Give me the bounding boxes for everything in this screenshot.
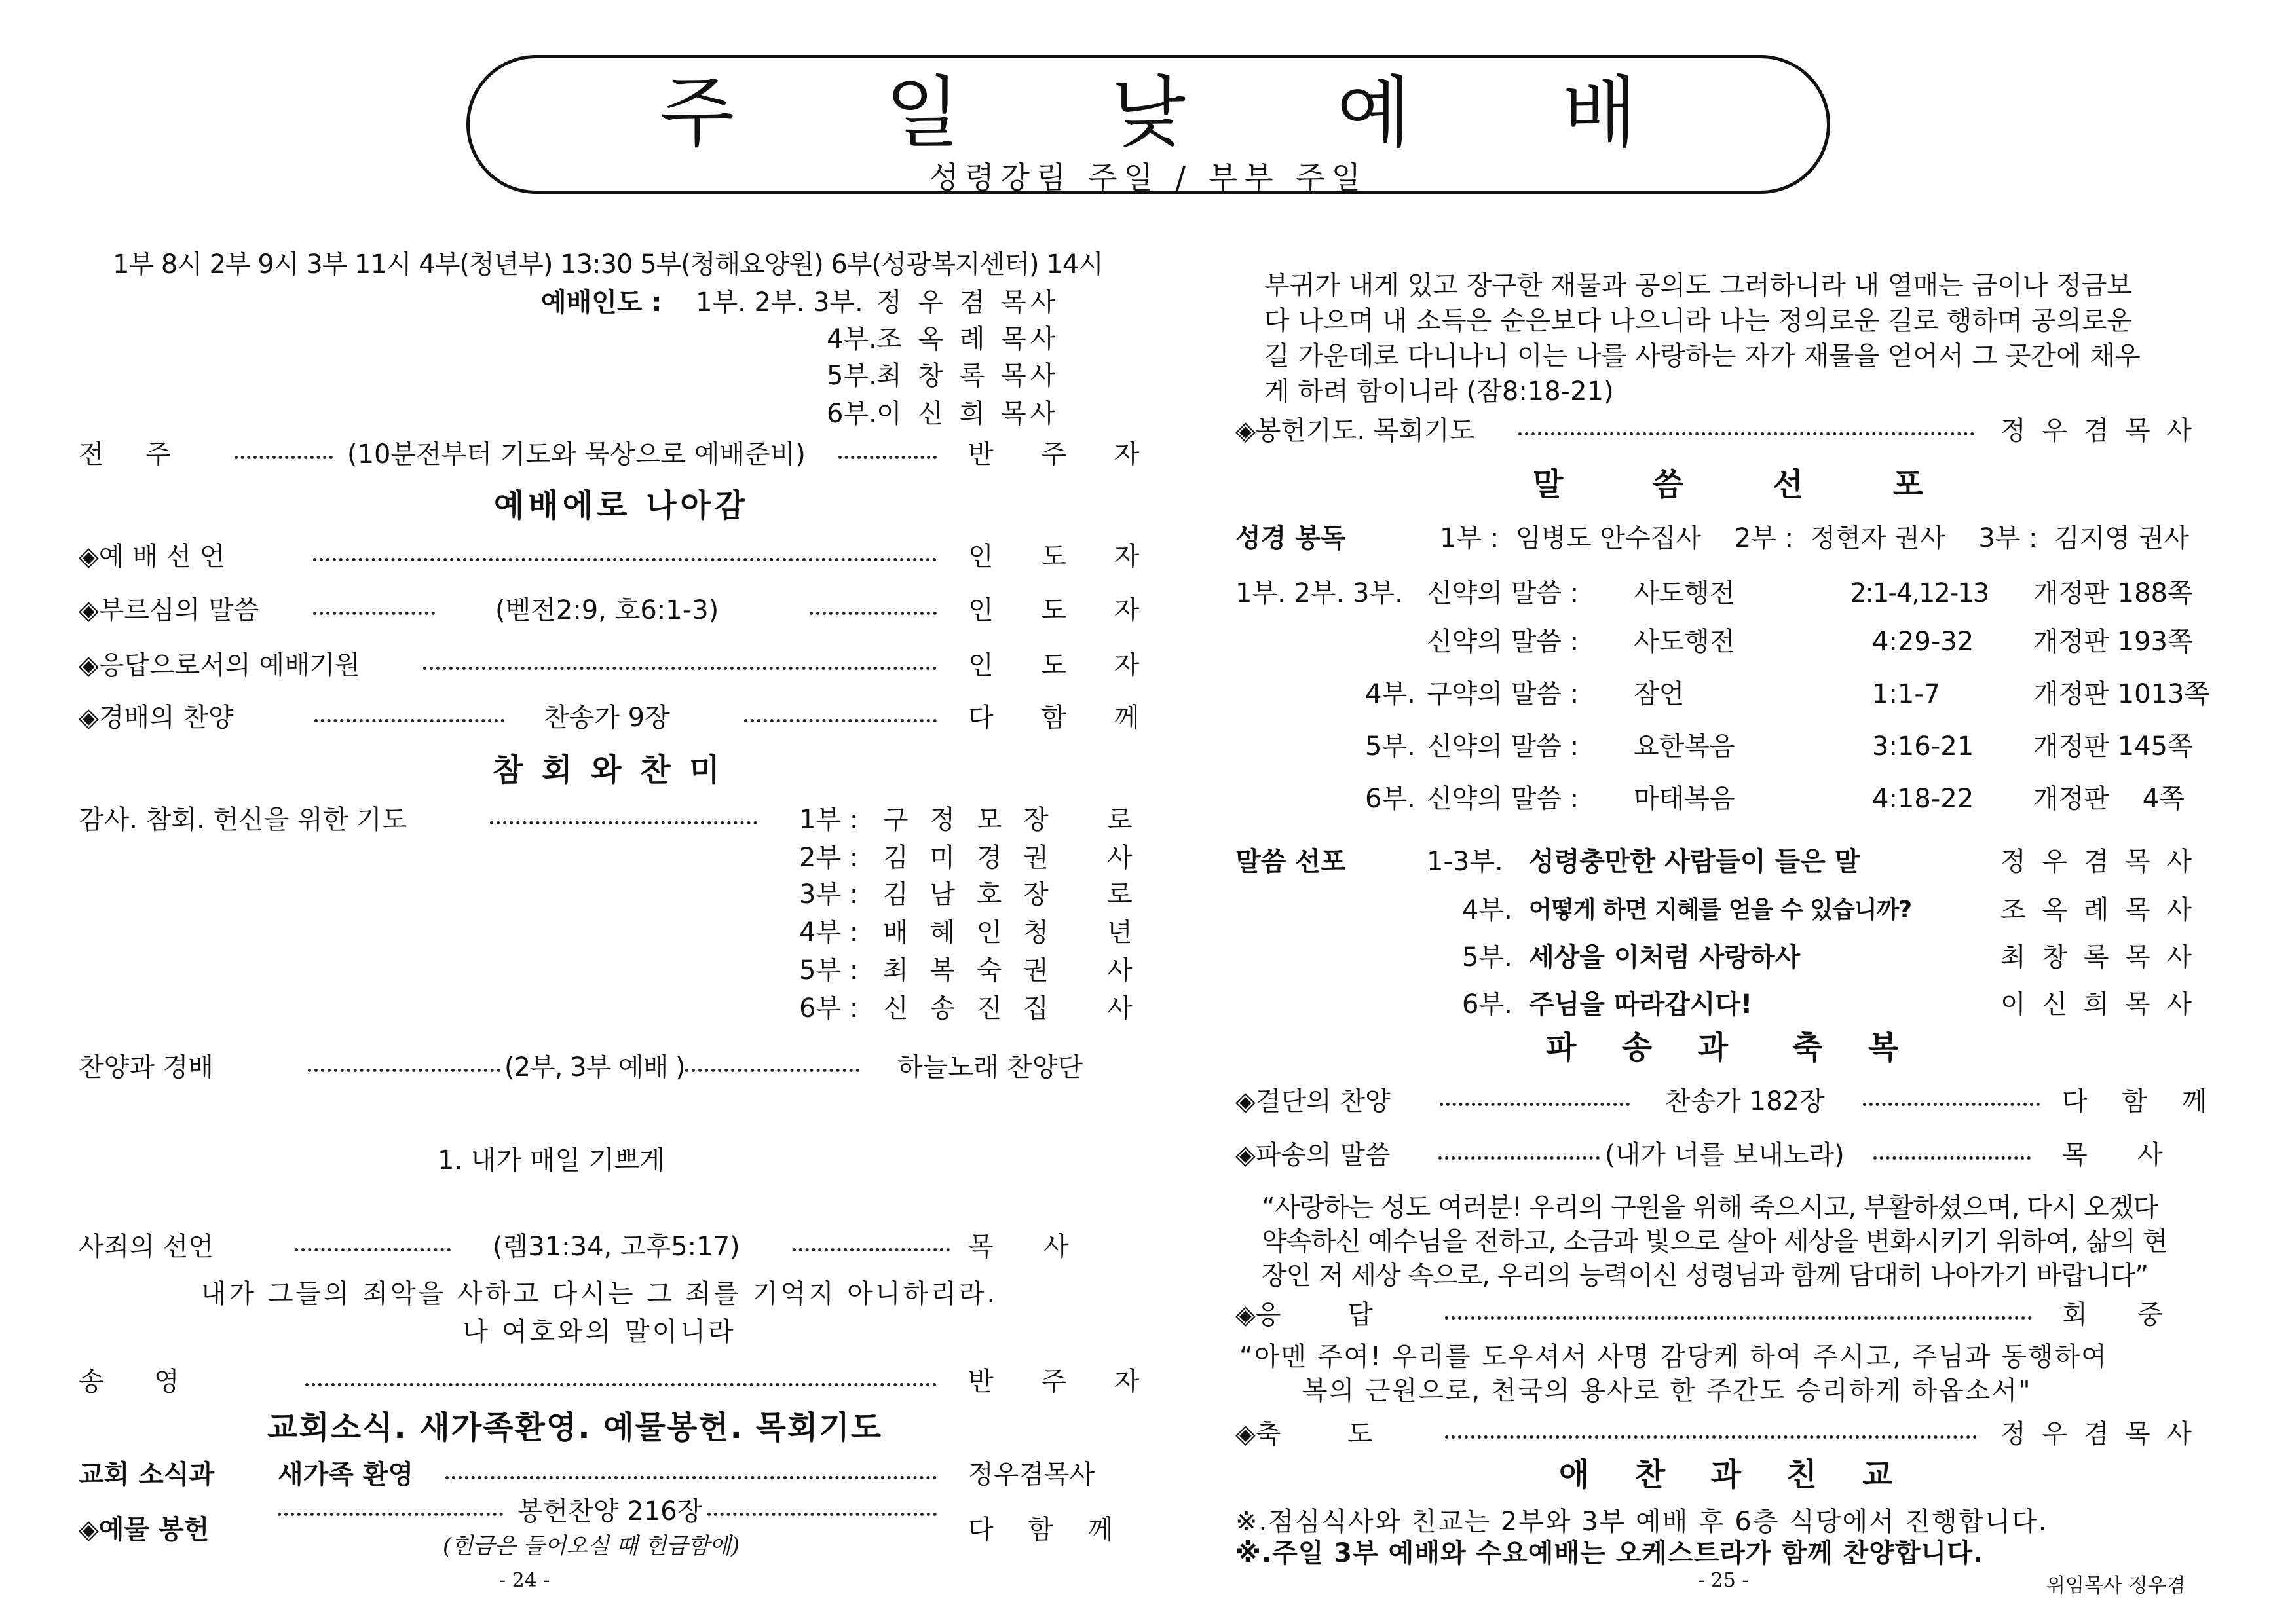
sending-label: ◈파송의 말씀 — [1235, 1140, 1391, 1170]
reading-page: 개정판 145쪽 — [2033, 731, 2193, 762]
section-heading: 파 송 과 축 복 — [1546, 1029, 1907, 1066]
prelude-who: 반 주 자 — [968, 439, 1159, 470]
leader-part: 1부. 2부. 3부. — [696, 287, 863, 318]
scripture-verse: 길 가운데로 다니나니 이는 나를 사랑하는 자가 재물을 얻어서 그 곳간에 채우 — [1264, 341, 2141, 371]
reading-page: 개정판 4쪽 — [2033, 784, 2185, 814]
notice: ※.점심식사와 친교는 2부와 3부 예배 후 6층 식당에서 진행합니다. — [1235, 1507, 2048, 1537]
doxology-who: 반 주 자 — [968, 1367, 1159, 1397]
praise-song: 1. 내가 매일 기쁘게 — [438, 1145, 665, 1175]
leader-part: 6부. — [827, 399, 877, 429]
order-item-who: 인 도 자 — [968, 650, 1159, 680]
dotted-leader — [1445, 1435, 1977, 1439]
prayer-part: 6부 : — [799, 993, 859, 1024]
reading-part: 1부. 2부. 3부. — [1235, 578, 1403, 608]
section-heading: 애 찬 과 친 교 — [1559, 1456, 1901, 1493]
response-text: 복의 근원으로, 천국의 용사로 한 주간도 승리하게 하옵소서" — [1302, 1376, 2032, 1406]
reading-type: 신약의 말씀 : — [1427, 784, 1579, 814]
dotted-leader — [793, 1248, 950, 1251]
offering-who: 다 함 께 — [968, 1515, 1127, 1545]
sermon-who: 최 창 록 목 사 — [2000, 942, 2196, 972]
page-subtitle: 성령강림 주일 / 부부 주일 — [929, 160, 1368, 195]
sending-text: 약속하신 예수님을 전하고, 소금과 빛으로 살아 세상을 변화시키기 위하여, 삶의 현 — [1262, 1227, 2168, 1257]
dotted-leader — [314, 719, 504, 722]
absolution-text: 내가 그들의 죄악을 사하고 다시는 그 죄를 기억지 아니하리라. — [200, 1279, 998, 1309]
prayer-label: 감사. 참회. 헌신을 위한 기도 — [79, 805, 407, 835]
reading-ref: 1:1-7 — [1872, 679, 1941, 709]
sermon-label: 말씀 선포 — [1235, 847, 1346, 877]
page-title — [470, 67, 1827, 158]
prayer-title: 로 — [1107, 879, 1133, 910]
dotted-leader — [1518, 432, 1974, 435]
reading-page: 개정판 193쪽 — [2033, 627, 2193, 657]
prayer-name: 구 정 모 장 — [883, 805, 1055, 835]
sending-text: 장인 저 세상 속으로, 우리의 능력이신 성령님과 함께 담대히 나아가기 바랍니다” — [1262, 1261, 2149, 1291]
offering-label: ◈예물 봉헌 — [79, 1515, 210, 1545]
dotted-leader — [313, 612, 435, 615]
dotted-leader — [1440, 1103, 1630, 1106]
prayer-name: 최 복 숙 권 — [883, 955, 1055, 986]
reading-type: 신약의 말씀 : — [1427, 627, 1579, 657]
offering-desc: 봉헌찬양 216장 — [517, 1496, 703, 1526]
sermon-who: 이 신 희 목 사 — [2000, 989, 2196, 1020]
dotted-leader — [295, 1248, 451, 1251]
leader-name: 최 창 록 목사 — [876, 361, 1060, 391]
title-char: 예 — [1336, 67, 1412, 158]
prayer-title: 사 — [1107, 993, 1133, 1024]
page-number: - 24 - — [499, 1569, 550, 1592]
news-label: 교회 소식과 — [79, 1460, 215, 1490]
scripture-verse: 게 하려 함이니라 (잠8:18-21) — [1264, 377, 1614, 407]
reading-book: 사도행전 — [1634, 627, 1735, 657]
dotted-leader — [707, 1513, 937, 1516]
sermon-title: 세상을 이처럼 사랑하사 — [1529, 942, 1801, 972]
benediction-label: ◈축 도 — [1235, 1419, 1373, 1449]
reading-page: 개정판 1013쪽 — [2033, 679, 2210, 709]
dotted-leader — [423, 667, 937, 670]
prelude-desc: (10분전부터 기도와 묵상으로 예배준비) — [347, 439, 806, 470]
absolution-text: 나 여호와의 말이니라 — [462, 1317, 736, 1347]
prayer-title: 사 — [1107, 843, 1133, 873]
decision-who: 다 함 께 — [2062, 1086, 2221, 1116]
reading-part: 4부. — [1365, 679, 1416, 709]
news-label2: 새가족 환영 — [278, 1460, 414, 1490]
order-item-who: 인 도 자 — [968, 595, 1159, 625]
prayer-name: 김 미 경 권 — [883, 843, 1055, 873]
sermon-part: 1-3부. — [1427, 847, 1503, 877]
reading-type: 신약의 말씀 : — [1427, 578, 1579, 608]
reading-part: 5부. — [1365, 731, 1416, 762]
leader-name: 정 우 겸 목사 — [876, 287, 1060, 318]
dotted-leader — [1445, 1316, 2032, 1320]
sermon-title: 주님을 따라갑시다! — [1529, 989, 1753, 1020]
order-item-label: ◈경배의 찬양 — [79, 703, 234, 733]
reading-book: 사도행전 — [1634, 578, 1735, 608]
prayer-name: 신 송 진 집 — [883, 993, 1055, 1024]
dotted-leader — [308, 1069, 500, 1072]
benediction-who: 정 우 겸 목 사 — [2000, 1419, 2196, 1449]
dotted-leader — [838, 456, 937, 459]
title-char: 낮 — [1111, 67, 1186, 158]
doxology-label: 송 영 — [79, 1367, 179, 1397]
prayer-name: 김 남 호 장 — [883, 879, 1055, 910]
prayer-part: 1부 : — [799, 805, 859, 835]
praise-desc: (2부, 3부 예배 ) — [504, 1052, 685, 1082]
absolution-who: 목 사 — [968, 1232, 1069, 1262]
dotted-leader — [1863, 1103, 2040, 1106]
dotted-leader — [278, 1513, 503, 1516]
offering-note: (헌금은 들어오실 때 헌금함에) — [443, 1533, 740, 1559]
prelude-label: 전 주 — [79, 439, 171, 470]
prayer-part: 3부 : — [799, 879, 859, 910]
reading-ref: 3:16-21 — [1872, 731, 1974, 762]
title-char: 주 — [660, 67, 734, 158]
prayer-title: 사 — [1107, 955, 1133, 986]
reading-ref: 2:1-4,12-13 — [1850, 578, 1989, 608]
reading-book: 요한복음 — [1634, 731, 1735, 762]
decision-label: ◈결단의 찬양 — [1235, 1086, 1391, 1116]
dotted-leader — [305, 1383, 937, 1386]
reading-part: 6부. — [1365, 784, 1416, 814]
praise-label: 찬양과 경배 — [79, 1052, 214, 1082]
notice: ※.주일 3부 예배와 수요예배는 오케스트라가 함께 찬양합니다. — [1235, 1538, 1984, 1568]
dotted-leader — [445, 1476, 937, 1479]
order-item-desc: (벧전2:9, 호6:1-3) — [495, 595, 719, 625]
leaders-label: 예배인도 : — [541, 287, 662, 318]
prayer-title: 로 — [1107, 805, 1133, 835]
sermon-part: 5부. — [1462, 942, 1512, 972]
order-item-who: 다 함 께 — [968, 703, 1159, 733]
scripture-verse: 다 나으며 내 소득은 순은보다 나으니라 나는 정의로운 길로 행하며 공의로운 — [1264, 306, 2132, 336]
dotted-leader — [685, 1069, 859, 1072]
prayer-part: 5부 : — [799, 955, 859, 986]
section-heading: 참 회 와 찬 미 — [493, 752, 724, 788]
readers: 1부 : 임병도 안수집사 2부 : 정현자 권사 3부 : 김지영 권사 — [1440, 523, 2189, 553]
prayer-part: 2부 : — [799, 843, 859, 873]
sermon-part: 6부. — [1462, 989, 1512, 1020]
dotted-leader — [1438, 1156, 1600, 1160]
service-schedule: 1부 8시 2부 9시 3부 11시 4부(청년부) 13:30 5부(청해요양원) 6부(성광복지센터) 14시 — [113, 249, 1103, 280]
sending-who: 목 사 — [2062, 1140, 2163, 1170]
sending-desc: (내가 너를 보내노라) — [1605, 1140, 1845, 1170]
order-item-label: ◈응답으로서의 예배기원 — [79, 650, 360, 680]
prayer-title: 년 — [1107, 917, 1133, 948]
footer-pastor: 위임목사 정우겸 — [2046, 1574, 2186, 1597]
decision-desc: 찬송가 182장 — [1665, 1086, 1825, 1116]
absolution-label: 사죄의 선언 — [79, 1232, 214, 1262]
reading-book: 마태복음 — [1634, 784, 1735, 814]
dotted-leader — [313, 558, 937, 561]
sermon-who: 정 우 겸 목 사 — [2000, 847, 2196, 877]
response-label: ◈응 답 — [1235, 1300, 1373, 1330]
reading-page: 개정판 188쪽 — [2033, 578, 2193, 608]
reading-ref: 4:29-32 — [1872, 627, 1974, 657]
section-heading: 교회소식. 새가족환영. 예물봉헌. 목회기도 — [267, 1409, 883, 1446]
sending-text: “사랑하는 성도 여러분! 우리의 구원을 위해 죽으시고, 부활하셨으며, 다시 오겠다 — [1262, 1192, 2158, 1223]
pastoral-prayer-label: ◈봉헌기도. 목회기도 — [1235, 416, 1475, 446]
praise-who: 하늘노래 찬양단 — [897, 1052, 1083, 1082]
page-number: - 25 - — [1698, 1569, 1749, 1592]
reading-type: 신약의 말씀 : — [1427, 731, 1579, 762]
order-item-label: ◈부르심의 말씀 — [79, 595, 259, 625]
response-who: 회 중 — [2062, 1300, 2163, 1330]
reading-label: 성경 봉독 — [1235, 523, 1346, 553]
reading-ref: 4:18-22 — [1872, 784, 1974, 814]
dotted-leader — [810, 612, 937, 615]
response-text: “아멘 주여! 우리를 도우셔서 사명 감당케 하여 주시고, 주님과 동행하여 — [1239, 1342, 2108, 1372]
news-who: 정우겸목사 — [968, 1460, 1095, 1490]
sermon-part: 4부. — [1462, 895, 1512, 925]
pastoral-prayer-who: 정 우 겸 목 사 — [2000, 416, 2196, 446]
prayer-name: 배 혜 인 청 — [883, 917, 1055, 948]
title-char: 일 — [885, 67, 960, 158]
sermon-who: 조 옥 례 목 사 — [2000, 895, 2196, 925]
leader-part: 5부. — [827, 361, 877, 391]
dotted-leader — [744, 719, 937, 722]
sermon-title: 어떻게 하면 지혜를 얻을 수 있습니까? — [1529, 896, 1912, 923]
absolution-desc: (렘31:34, 고후5:17) — [493, 1232, 740, 1262]
scripture-verse: 부귀가 내게 있고 장구한 재물과 공의도 그러하니라 내 열매는 금이나 정금보 — [1264, 270, 2132, 301]
section-heading: 말 씀 선 포 — [1533, 466, 1933, 503]
sermon-title: 성령충만한 사람들이 들은 말 — [1529, 847, 1860, 877]
order-item-label: ◈예 배 선 언 — [79, 542, 225, 572]
reading-book: 잠언 — [1634, 679, 1685, 709]
dotted-leader — [235, 456, 333, 459]
dotted-leader — [490, 821, 757, 824]
order-item-desc: 찬송가 9장 — [544, 703, 670, 733]
title-char: 배 — [1562, 67, 1637, 158]
leader-part: 4부. — [827, 324, 877, 354]
reading-type: 구약의 말씀 : — [1427, 679, 1579, 709]
leader-name: 이 신 희 목사 — [876, 399, 1060, 429]
title-banner — [466, 55, 1830, 194]
order-item-who: 인 도 자 — [968, 542, 1159, 572]
prayer-part: 4부 : — [799, 917, 859, 948]
leader-name: 조 옥 례 목사 — [876, 324, 1060, 354]
section-heading: 예배에로 나아감 — [494, 487, 749, 524]
dotted-leader — [1873, 1156, 2031, 1160]
